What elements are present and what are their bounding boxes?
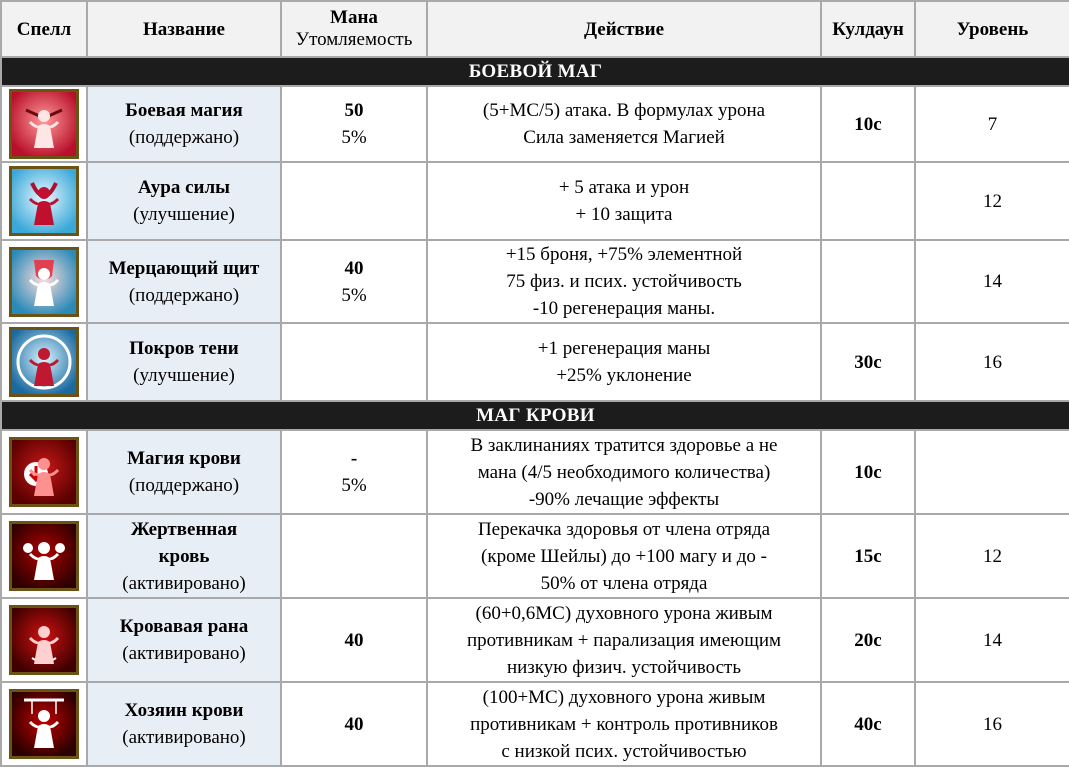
spell-effect-cell (427, 682, 821, 766)
spell-effect-line: (100+МС) духовного урона живым (482, 686, 766, 708)
header-effect: Действие (427, 1, 821, 57)
table-row (1, 240, 1069, 323)
spell-name: Мерцающий щит (108, 257, 260, 279)
spell-icon-cell (1, 430, 87, 514)
spell-effect-line: +15 броня, +75% элементной (505, 244, 743, 265)
combat-magic-icon (9, 89, 79, 159)
spell-type: (улучшение) (133, 204, 235, 225)
spell-effect-line: Перекачка здоровья от члена отряда (477, 518, 771, 540)
spell-fatigue: 5% (341, 284, 367, 306)
spell-level: 16 (915, 682, 1069, 766)
spell-icon-cell (1, 682, 87, 766)
table-row (1, 86, 1069, 162)
spell-level: 14 (915, 598, 1069, 682)
spell-level: 16 (915, 323, 1069, 401)
shimmering-shield-icon (9, 247, 79, 317)
spell-cooldown: 15с (821, 514, 915, 598)
spell-effect-cell (427, 430, 821, 514)
header-cooldown: Кулдаун (821, 1, 915, 57)
spell-name: Покров тени (129, 338, 239, 359)
header-row (1, 1, 1069, 57)
spell-effect-line: Сила заменяется Магией (523, 127, 725, 148)
spell-name: Боевая магия (125, 100, 243, 121)
spell-effect-line: + 10 защита (575, 204, 673, 225)
spell-level: 12 (915, 162, 1069, 240)
spell-name-cell (87, 598, 281, 682)
spell-effect-line: противникам + контроль противников (470, 713, 778, 735)
spell-name-cell (87, 430, 281, 514)
section-title: МАГ КРОВИ (1, 401, 1069, 430)
spell-effect-line: 75 физ. и псих. устойчивость (506, 271, 742, 292)
spell-type: (активировано) (122, 572, 246, 594)
spell-cooldown: 30с (821, 323, 915, 401)
spell-name-cell (87, 162, 281, 240)
section-header-row (1, 57, 1069, 86)
aura-of-might-icon (9, 166, 79, 236)
spell-type: (активировано) (122, 643, 246, 664)
spell-effect-line: противникам + парализация имеющим (466, 629, 782, 651)
table-row (1, 323, 1069, 401)
blood-magic-icon (9, 437, 79, 507)
spell-cooldown: 10с (821, 86, 915, 162)
blood-wound-icon (9, 605, 79, 675)
spell-effect-line: + 5 атака и урон (558, 177, 690, 198)
spell-name-cell (87, 323, 281, 401)
spell-name: Аура силы (138, 177, 230, 198)
spell-name: Кровавая рана (119, 616, 249, 637)
spell-mana: 50 (344, 100, 364, 121)
spell-type: (активировано) (122, 727, 246, 748)
blood-control-icon (9, 689, 79, 759)
spell-mana-cell (281, 86, 427, 162)
spell-mana-cell (281, 162, 427, 240)
spell-name: Жертвенная (130, 518, 238, 540)
spell-effect-line: мана (4/5 необходимого количества) (477, 461, 771, 483)
spell-effect-line: -90% лечащие эффекты (528, 488, 720, 510)
spell-effect-cell (427, 86, 821, 162)
spell-icon-cell (1, 162, 87, 240)
spell-effect-line: низкую физич. устойчивость (506, 656, 742, 678)
blood-sacrifice-icon (9, 521, 79, 591)
spell-fatigue: 5% (341, 127, 367, 148)
spell-mana-cell (281, 682, 427, 766)
spell-cooldown: 20с (821, 598, 915, 682)
spell-name-cell (87, 240, 281, 323)
spell-icon-cell (1, 514, 87, 598)
spell-type: (улучшение) (133, 365, 235, 386)
header-fatigue-label: Утомляемость (295, 29, 413, 50)
header-name: Название (87, 1, 281, 57)
spell-mana-cell (281, 430, 427, 514)
spell-effect-line: (5+МС/5) атака. В формулах урона (482, 100, 766, 121)
table-row (1, 682, 1069, 766)
table-row (1, 162, 1069, 240)
spell-cooldown (821, 162, 915, 240)
spell-cooldown (821, 240, 915, 323)
spell-type: (поддержано) (128, 127, 240, 148)
header-mana-label: Мана (330, 7, 378, 28)
spell-mana-cell (281, 240, 427, 323)
spell-icon-cell (1, 323, 87, 401)
spell-mana: - (350, 448, 358, 469)
spell-type: (поддержано) (128, 475, 240, 496)
header-spell: Спелл (1, 1, 87, 57)
spell-effect-line: 50% от члена отряда (540, 572, 708, 594)
spell-fatigue: 5% (341, 475, 367, 496)
spell-effect-cell (427, 240, 821, 323)
spell-icon-cell (1, 240, 87, 323)
section-header-row (1, 401, 1069, 430)
spell-mana: 40 (344, 257, 364, 279)
spell-name-cell (87, 86, 281, 162)
spell-mana-cell (281, 514, 427, 598)
section-title: БОЕВОЙ МАГ (1, 57, 1069, 86)
spell-effect-cell (427, 323, 821, 401)
spell-level: 14 (915, 240, 1069, 323)
table-row (1, 514, 1069, 598)
table-row (1, 430, 1069, 514)
spell-level: 12 (915, 514, 1069, 598)
spell-name: Хозяин крови (124, 700, 244, 721)
spell-mana-cell (281, 323, 427, 401)
spell-level: 7 (915, 86, 1069, 162)
spell-effect-line: В заклинаниях тратится здоровье а не (470, 434, 778, 456)
spell-effect-cell (427, 514, 821, 598)
spell-cooldown: 40с (821, 682, 915, 766)
spell-cooldown: 10с (821, 430, 915, 514)
spell-name-line2: кровь (158, 545, 210, 567)
spell-name-cell (87, 682, 281, 766)
spell-name-cell (87, 514, 281, 598)
spell-effect-line: -10 регенерация маны. (532, 298, 716, 319)
spell-icon-cell (1, 86, 87, 162)
spell-effect-line: с низкой псих. устойчивостью (501, 740, 747, 762)
fade-shroud-icon (9, 327, 79, 397)
spell-name: Магия крови (127, 448, 241, 469)
spell-mana: 40 (344, 629, 364, 651)
spell-effect-line: +1 регенерация маны (537, 338, 711, 359)
header-level: Уровень (915, 1, 1069, 57)
spell-level (915, 430, 1069, 514)
spell-type: (поддержано) (128, 284, 240, 306)
spell-mana-cell (281, 598, 427, 682)
spell-effect-cell (427, 598, 821, 682)
table-row (1, 598, 1069, 682)
spell-effect-line: (кроме Шейлы) до +100 магу и до - (481, 545, 767, 567)
spell-mana: 40 (344, 713, 364, 735)
spell-effect-line: (60+0,6МС) духовного урона живым (475, 602, 773, 624)
spell-effect-cell (427, 162, 821, 240)
header-mana (281, 1, 427, 57)
spell-effect-line: +25% уклонение (556, 365, 692, 386)
spell-icon-cell (1, 598, 87, 682)
